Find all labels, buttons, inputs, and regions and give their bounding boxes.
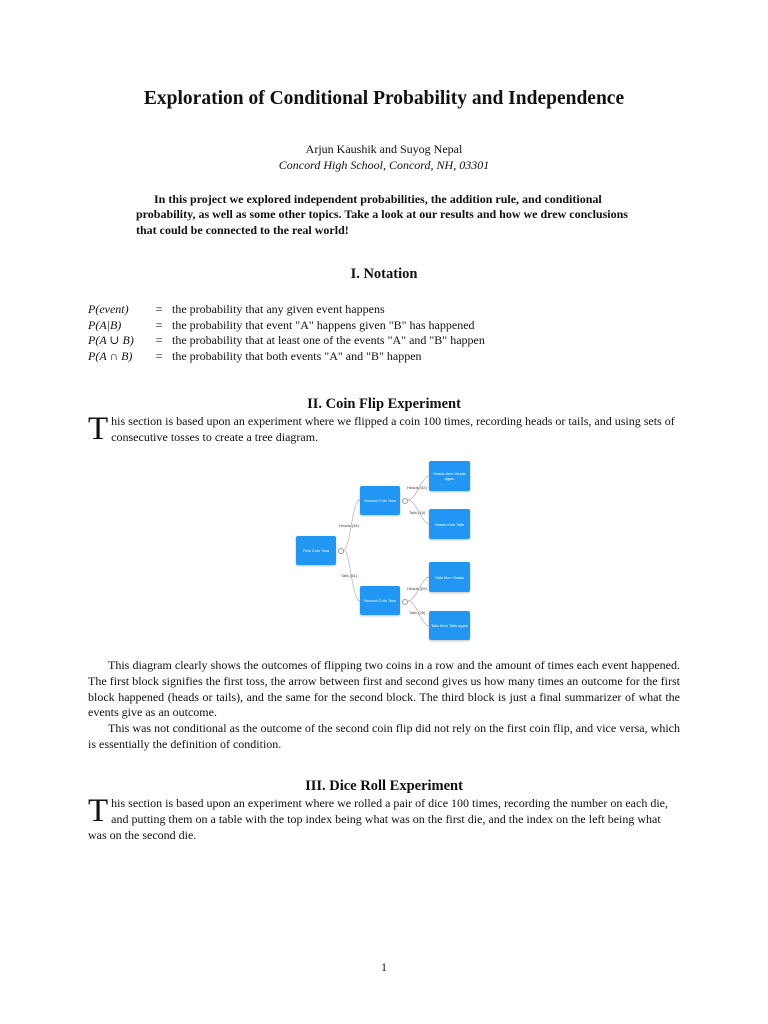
notation-row <box>88 333 485 349</box>
node-second-coin-toss-top: Second Coin Toss <box>360 486 400 515</box>
notation-definition: the probability that any given event happens <box>172 302 385 316</box>
edge-label-first-tails: Tails (51) <box>341 573 358 578</box>
notation-symbol: P(A|B) <box>88 317 122 332</box>
section-heading-notation: I. Notation <box>350 266 418 282</box>
collapse-toggle-icon <box>402 599 408 605</box>
drop-cap: T <box>88 411 109 447</box>
node-tails-then-heads: Tails then Heads <box>429 562 470 592</box>
notation-equals: = <box>155 333 163 348</box>
notation-row <box>88 302 485 318</box>
node-heads-then-heads: Heads then Heads again <box>429 461 470 491</box>
notation-row <box>88 349 485 365</box>
notation-definition: the probability that at least one of the events "A" and "B" happen <box>172 333 485 348</box>
drop-cap: T <box>88 793 109 829</box>
dice-intro-text: his section is based upon an experiment where we rolled a pair of dice 100 times, recording the number on each die, and putting them on a table with the top index being what was on the first die, and the index on the left being what was on the second die. <box>88 796 668 842</box>
node-tails-then-tails: Tails then Tails again <box>429 611 470 640</box>
tree-diagram <box>290 456 480 640</box>
edge-label-top-heads: Heads (32) <box>407 485 427 490</box>
abstract: In this project we explored independent probabilities, the addition rule, and conditional probability, as well as some other topics. Take a look at our results and how we drew conclusions that could be connected to the real world! <box>136 192 628 237</box>
coin-intro-text: his section is based upon an experiment where we flipped a coin 100 times, recording heads or tails, and using sets of consecutive tosses to create a tree diagram. <box>111 414 675 444</box>
coin-discussion <box>88 658 680 753</box>
edge-label-bottom-tails: Tails (28) <box>409 610 426 615</box>
section-heading-dice-roll: III. Dice Roll Experiment <box>305 778 463 794</box>
notation-definition: the probability that both events "A" and "B" happen <box>172 348 422 363</box>
notation-definition: the probability that event "A" happens given "B" has happened <box>172 317 475 332</box>
node-first-coin-toss: First Coin Toss <box>296 536 336 565</box>
notation-equals: = <box>155 348 163 363</box>
affiliation: Concord High School, Concord, NH, 03301 <box>278 158 490 172</box>
edge-label-top-tails: Tails (16) <box>409 510 426 515</box>
notation-symbol: P(A ∩ B) <box>88 348 133 363</box>
authors: Arjun Kaushik and Suyog Nepal <box>305 142 463 156</box>
node-second-coin-toss-bottom: Second Coin Toss <box>360 586 400 615</box>
page-number: 1 <box>381 960 387 974</box>
section-heading-coin-flip: II. Coin Flip Experiment <box>307 396 461 412</box>
dice-intro-paragraph <box>88 793 680 843</box>
coin-intro-paragraph <box>88 411 680 447</box>
collapse-toggle-icon <box>338 548 344 554</box>
notation-equals: = <box>155 302 163 316</box>
node-heads-then-tails: Heads then Tails <box>429 509 470 539</box>
coin-paragraph-1: This diagram clearly shows the outcomes of flipping two coins in a row and the amount of times each event happened. The first block signifies the first toss, the arrow between first and second gives us how many times an outcome for the first block happened (heads or tails), and the same for the second block. The third block is just a final summarizer of what the events give as an outcome. <box>88 658 680 720</box>
notation-list <box>88 302 485 364</box>
notation-symbol: P(A ∪ B) <box>88 333 134 348</box>
edge-label-bottom-heads: Heads (29) <box>407 586 427 591</box>
notation-row <box>88 318 485 334</box>
edge-label-first-heads: Heads (48) <box>339 523 359 528</box>
collapse-toggle-icon <box>402 498 408 504</box>
paper-title: Exploration of Conditional Probability and Independence <box>143 88 625 109</box>
notation-equals: = <box>155 317 163 332</box>
notation-symbol: P(event) <box>88 302 129 316</box>
coin-paragraph-2: This was not conditional as the outcome of the second coin flip did not rely on the first coin flip, and vice versa, which is essentially the definition of condition. <box>88 721 680 751</box>
